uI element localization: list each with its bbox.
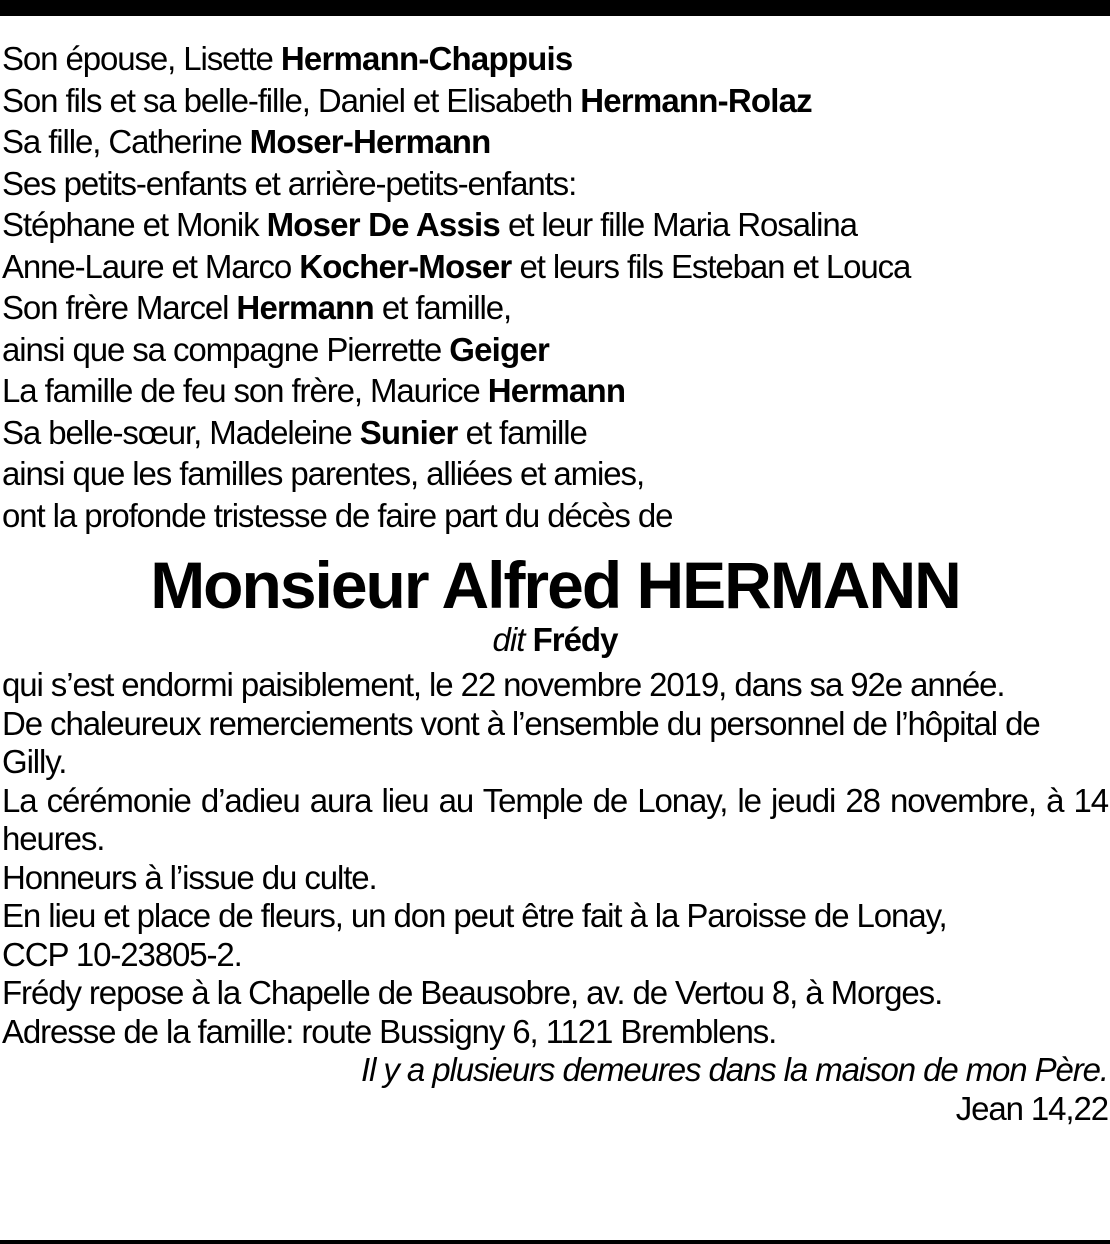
- nickname-text: Frédy: [532, 621, 618, 658]
- family-line: [2, 80, 1108, 122]
- family-surname: Sunier: [359, 413, 458, 451]
- family-line-text: Sa fille, Catherine: [2, 123, 250, 160]
- family-line-text: Sa belle-sœur, Madeleine: [2, 413, 360, 451]
- family-line-text: Son fils et sa belle-fille, Daniel et Elisabeth: [2, 81, 581, 119]
- deceased-nickname: [2, 620, 1108, 660]
- family-line-text: La famille de feu son frère, Maurice: [2, 372, 488, 409]
- donation-line: En lieu et place de fleurs, un don peut être fait à la Paroisse de Lonay,: [2, 897, 947, 934]
- family-surname: Hermann: [236, 289, 374, 326]
- family-line: [2, 204, 1108, 246]
- family-line-text: Son épouse, Lisette: [2, 40, 281, 77]
- deceased-name: Monsieur Alfred HERMANN: [150, 548, 960, 622]
- honours-line: Honneurs à l’issue du culte.: [2, 858, 377, 896]
- family-list: [2, 38, 1108, 536]
- bible-quote-text: Il y a plusieurs demeures dans la maison de mon Père.: [361, 1051, 1108, 1088]
- family-line-text: ainsi que sa compagne Pierrette: [2, 330, 450, 368]
- family-line-suffix: et famille,: [373, 289, 512, 326]
- family-line-suffix: et leurs fils Esteban et Louca: [511, 247, 911, 285]
- family-line-text: Anne-Laure et Marco: [2, 247, 300, 285]
- family-line: [2, 121, 1108, 163]
- family-address-line: Adresse de la famille: route Bussigny 6, 1121 Bremblens.: [2, 1012, 777, 1050]
- family-surname: Moser-Hermann: [249, 123, 491, 160]
- family-line: [2, 287, 1108, 329]
- family-surname: Kocher-Moser: [299, 247, 512, 285]
- bible-quote: [2, 1051, 1108, 1090]
- bottom-rule: [0, 1240, 1110, 1244]
- family-line-text: Stéphane et Monik: [2, 206, 267, 243]
- family-line-suffix: et famille: [457, 413, 587, 451]
- family-line: [2, 370, 1108, 412]
- top-rule: [0, 0, 1110, 16]
- family-line: [2, 38, 1108, 80]
- family-line: [2, 453, 1108, 495]
- family-line-text: ont la profonde tristesse de faire part du décès de: [2, 496, 673, 534]
- family-line: [2, 246, 1108, 288]
- repose-line: Frédy repose à la Chapelle de Beausobre, av. de Vertou 8, à Morges.: [2, 974, 943, 1011]
- family-line-text: ainsi que les familles parentes, alliées et amies,: [2, 455, 645, 492]
- death-notice: [2, 38, 1108, 1128]
- family-surname: Hermann-Rolaz: [580, 81, 812, 119]
- family-surname: Moser De Assis: [266, 206, 500, 243]
- family-surname: Hermann: [487, 372, 626, 409]
- family-line: [2, 495, 1108, 537]
- family-line-text: Son frère Marcel: [2, 289, 237, 326]
- family-line-text: Ses petits-enfants et arrière-petits-enfants:: [2, 164, 577, 202]
- family-surname: Geiger: [449, 330, 549, 368]
- passing-paragraph: qui s’est endormi paisiblement, le 22 novembre 2019, dans sa 92e année.: [2, 666, 1005, 703]
- family-line: [2, 412, 1108, 454]
- bible-reference: Jean 14,22: [955, 1089, 1108, 1127]
- ccp-line: CCP 10-23805-2.: [2, 935, 242, 973]
- family-surname: Hermann-Chappuis: [280, 40, 573, 77]
- dit-label: dit: [492, 621, 525, 658]
- thanks-paragraph: De chaleureux remerciements vont à l’ensemble du personnel de l’hôpital de Gilly.: [2, 704, 1040, 780]
- ceremony-paragraph: La cérémonie d’adieu aura lieu au Temple de Lonay, le jeudi 28 novembre, à 14 heures.: [2, 781, 1108, 857]
- family-line-suffix: et leur fille Maria Rosalina: [499, 206, 857, 243]
- family-line: [2, 329, 1108, 371]
- family-line: [2, 163, 1108, 205]
